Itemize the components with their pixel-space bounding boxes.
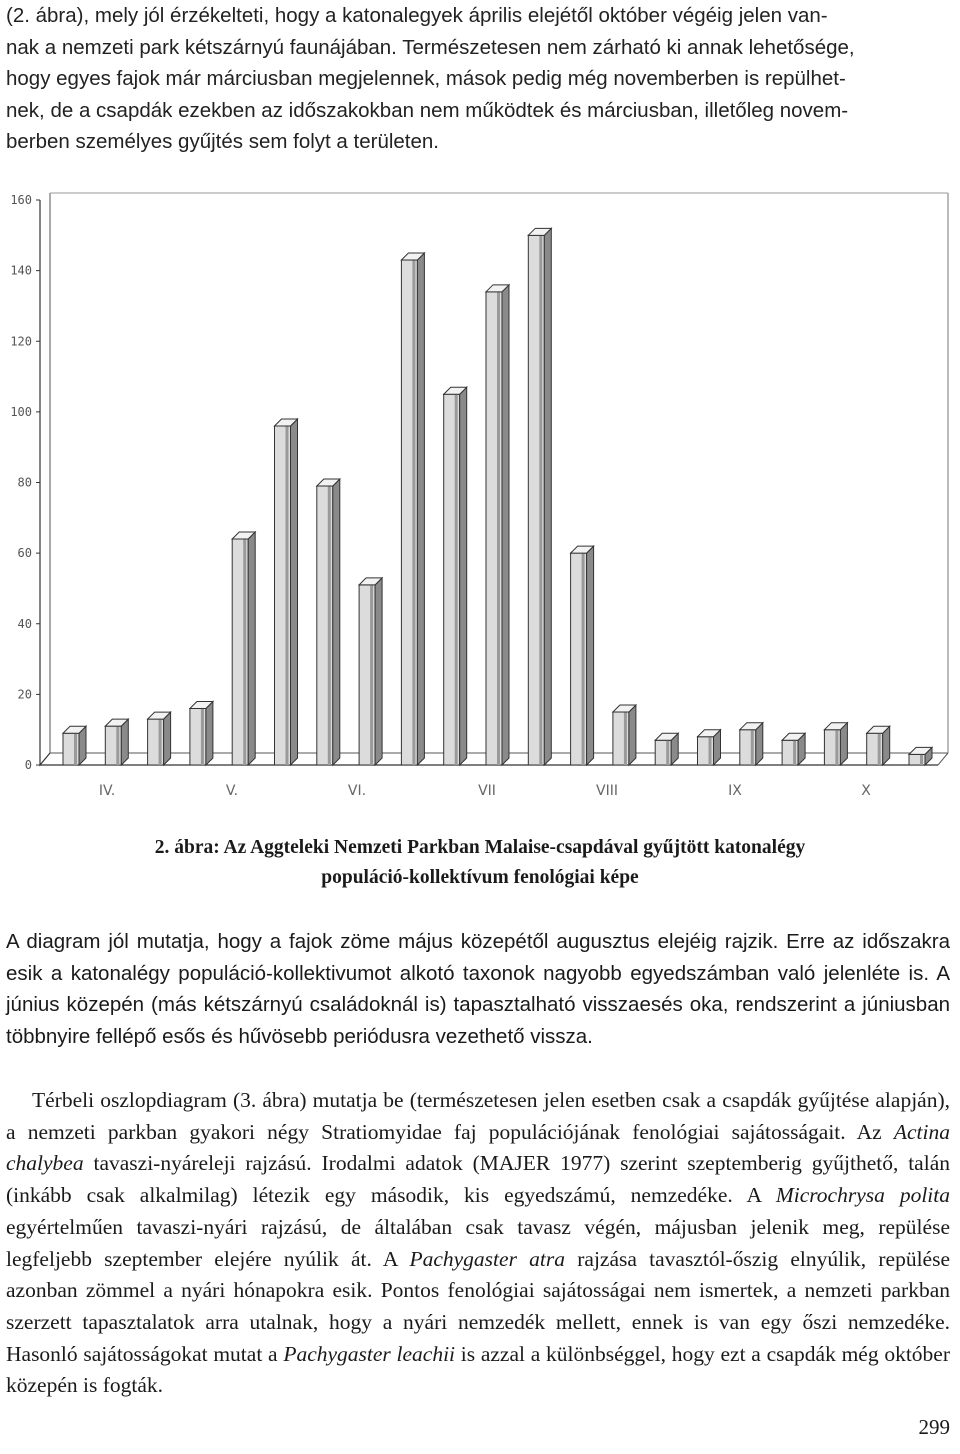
x-tick-label: X — [861, 783, 871, 799]
bar-side — [417, 253, 424, 765]
y-tick-label: 40 — [17, 616, 32, 631]
x-tick-label: VIII — [596, 783, 618, 799]
bar-shade — [709, 737, 712, 765]
bar-shade — [328, 486, 331, 765]
phenology-bar-chart — [0, 180, 960, 810]
species-name: Actina chalybea — [6, 1119, 950, 1176]
bar-shade — [201, 709, 204, 766]
y-tick-label: 100 — [10, 404, 32, 419]
page-number: 299 — [918, 1415, 950, 1439]
bar-shade — [920, 754, 923, 765]
chart-svg — [0, 180, 960, 810]
species-name: Pachygaster leachii — [283, 1341, 456, 1366]
y-tick-label: 80 — [17, 475, 32, 490]
text-run: is azzal a különbséggel, hogy ezt a csapdák még október közepén is fogták. — [6, 1341, 950, 1398]
y-tick-label: 20 — [17, 687, 32, 702]
x-tick-label: VII — [478, 783, 496, 799]
intro-line: hogy egyes fajok már márciusban megjelennek, mások pedig még novemberben is repülhet- — [6, 67, 846, 91]
bar-shade — [793, 740, 796, 765]
bar-side — [375, 578, 382, 765]
text-run: egyértelműen tavaszi-nyári rajzású, de általában csak tavasz végén, májusban jelenik meg, repülése legfeljebb szeptember elejére nyúlik át. A — [6, 1214, 950, 1271]
y-tick-label: 0 — [24, 758, 32, 772]
bar-side — [164, 712, 171, 765]
bar-shade — [159, 719, 162, 765]
floor-right-line — [938, 753, 948, 765]
y-tick-label: 140 — [10, 263, 32, 278]
y-tick-label: 160 — [10, 193, 32, 207]
bar-shade — [243, 539, 246, 765]
bar-shade — [116, 726, 119, 765]
y-tick-label: 120 — [10, 334, 32, 349]
bar-shade — [412, 260, 415, 765]
bar-shade — [878, 733, 881, 765]
bar-shade — [539, 235, 542, 765]
bar-shade — [286, 426, 289, 765]
bar-side — [460, 387, 467, 765]
y-axis-line — [40, 200, 50, 765]
x-tick-label: VI. — [347, 783, 367, 799]
bar-shade — [74, 733, 77, 765]
x-tick-label: IX — [728, 783, 742, 799]
bar-shade — [666, 740, 669, 765]
bar-side — [544, 228, 551, 765]
species-name: Microchrysa polita — [775, 1183, 950, 1208]
bar-side — [587, 546, 594, 765]
bar-side — [333, 479, 340, 765]
figure-caption-line2: populáció-kollektívum fenológiai képe — [321, 867, 639, 888]
body-paragraph-1: A diagram jól mutatja, hogy a fajok zöme május közepétől augusztus elejéig rajzik. Erre az időszakra esik a katonalégy populáció-kollektivumot alkotó taxonok nagyobb egyedszámban való jelenléte is. A június közepén (más kétszárnyú családoknál is) tapasztalható visszaesés oka, rendszerint a júniusban többnyire fellépő esős és hűvösebb periódusra vezethető vissza. — [6, 930, 950, 1049]
y-tick-label: 60 — [17, 546, 32, 561]
text-run: rajzása tavasztól-őszig elnyúlik, repülése azonban zömmel a nyári hónapokra esik. Pontos fenológiai sajátosságai nem ismertek, a nemzeti parkban szerzett tapasztalatok arra utalnak, hogy a nyári nemzedék mellett, ennek is van egy őszi nemzedéke. Hasonló sajátosságokat mutat a — [6, 1246, 951, 1366]
bar-side — [629, 705, 636, 765]
intro-line: berben személyes gyűjtés sem folyt a területen. — [6, 130, 439, 154]
x-tick-label: V. — [225, 783, 239, 799]
figure-caption-line1: 2. ábra: Az Aggteleki Nemzeti Parkban Malaise-csapdával gyűjtött katonalégy — [154, 837, 806, 858]
bar-shade — [582, 553, 585, 765]
bar-shade — [455, 394, 458, 765]
text-run: tavaszi-nyáreleji rajzású. Irodalmi adatok (MAJER 1977) szerint szeptemberig gyűjthető, talán (inkább csak alkalmilag) létezik egy második, kis egyedszámú, nemzedéke. A — [6, 1151, 950, 1208]
bar-side — [121, 719, 128, 765]
body-paragraph-2 — [6, 1085, 950, 1402]
bar-side — [291, 419, 298, 765]
intro-paragraph — [6, 0, 950, 158]
bar-shade — [835, 730, 838, 765]
bar-shade — [751, 730, 754, 765]
intro-line: nek, de a csapdák ezekben az időszakokban nem működtek és márciusban, illetőleg novem- — [6, 98, 849, 122]
intro-line: (2. ábra), mely jól érzékelteti, hogy a katonalegyek április elejétől október végéig jelen van- — [6, 4, 828, 27]
bar-side — [206, 702, 213, 766]
bar-shade — [497, 292, 500, 765]
text-run: Térbeli oszlopdiagram (3. ábra) mutatja be (természetesen jelen esetben csak a csapdák gyűjtése alapján), a nemzeti parkban gyakori négy Stratiomyidae faj populációjának fenológiai sajátosságait. Az — [6, 1088, 950, 1144]
species-name: Pachygaster atra — [409, 1246, 566, 1271]
intro-line: nak a nemzeti park kétszárnyú faunájában. Természetesen nem zárható ki annak lehetősége, — [6, 35, 855, 59]
bar-shade — [370, 585, 373, 765]
x-tick-label: IV. — [98, 783, 116, 799]
bar-side — [248, 532, 255, 765]
bar-shade — [624, 712, 627, 765]
bar-side — [502, 285, 509, 765]
